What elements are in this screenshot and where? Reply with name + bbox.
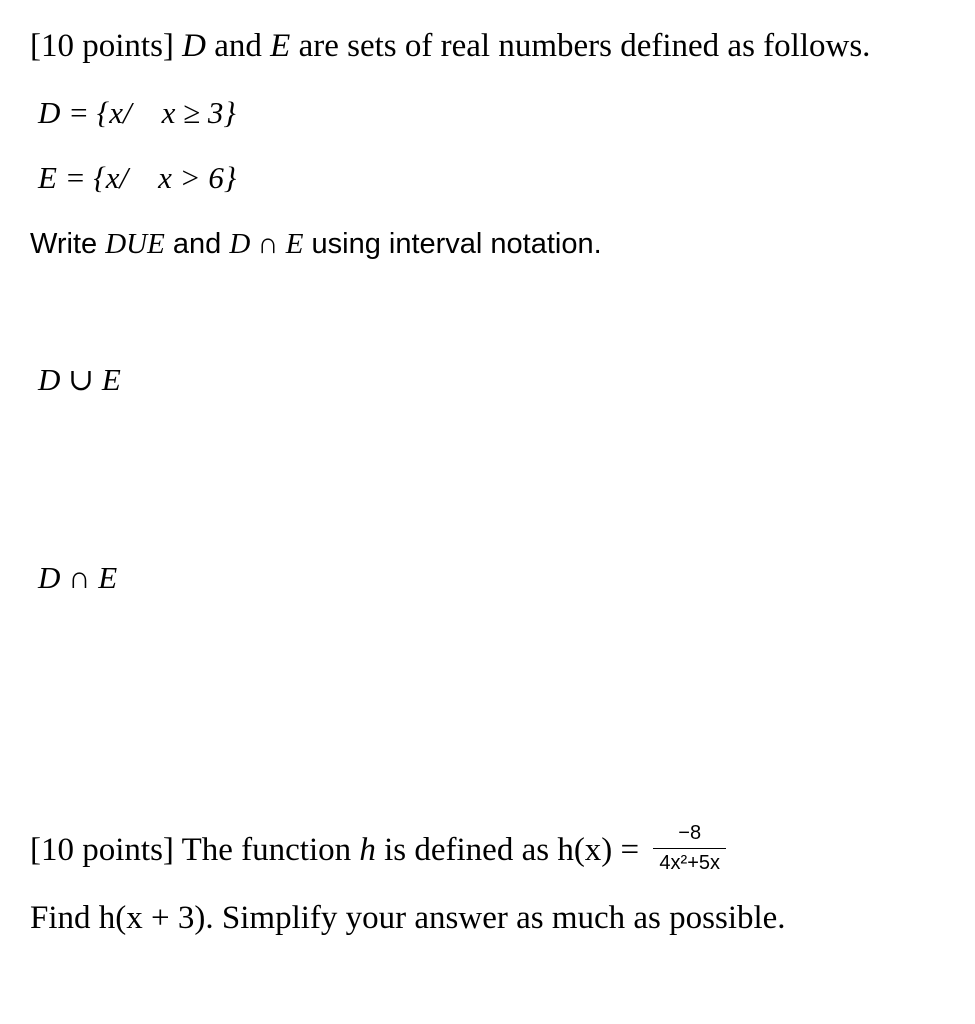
question1-instruction (30, 228, 602, 261)
instruction-and: and (172, 228, 222, 260)
instruction-intersection-expr: D ∩ E (229, 228, 304, 260)
question1-heading (30, 28, 870, 65)
fraction-numerator: −8 (653, 822, 726, 849)
fraction-denominator: 4x²+5x (659, 852, 720, 874)
set-d-name: D (182, 28, 207, 64)
set-d-builder: = {x/ (68, 95, 132, 130)
set-e-condition: x > 6} (158, 160, 237, 195)
set-e-symbol: E (38, 160, 57, 195)
question2-heading (30, 822, 726, 879)
set-e-name: E (270, 28, 291, 64)
intersection-answer-label: D ∩ E (38, 560, 118, 595)
instruction-expression: h(x + 3). (98, 900, 214, 936)
instruction-write: Write (30, 228, 98, 260)
function-fraction (653, 822, 726, 875)
question1-intro-rest: are sets of real numbers defined as follows. (298, 28, 871, 64)
set-d-symbol: D (38, 95, 61, 130)
instruction-simplify: Simplify your answer as much as possible. (221, 900, 786, 936)
set-d-condition: x ≥ 3} (161, 95, 236, 130)
set-e-definition (38, 160, 236, 196)
question2-instruction (30, 900, 786, 937)
instruction-rest: using interval notation. (311, 228, 602, 260)
question2-points: [10 points] (30, 832, 174, 869)
set-e-builder: = {x/ (64, 160, 129, 195)
question2-text-mid: is defined as (384, 832, 550, 869)
question1-points: [10 points] (30, 28, 174, 64)
and-word: and (214, 28, 262, 64)
instruction-union-expr: DUE (105, 228, 165, 260)
union-answer-label: D ∪ E (38, 362, 121, 397)
function-lhs: h(x) = (557, 832, 640, 869)
set-d-definition (38, 95, 236, 131)
question2-text-before: The function (181, 832, 352, 869)
function-variable: h (359, 832, 376, 869)
instruction-find: Find (30, 900, 91, 936)
